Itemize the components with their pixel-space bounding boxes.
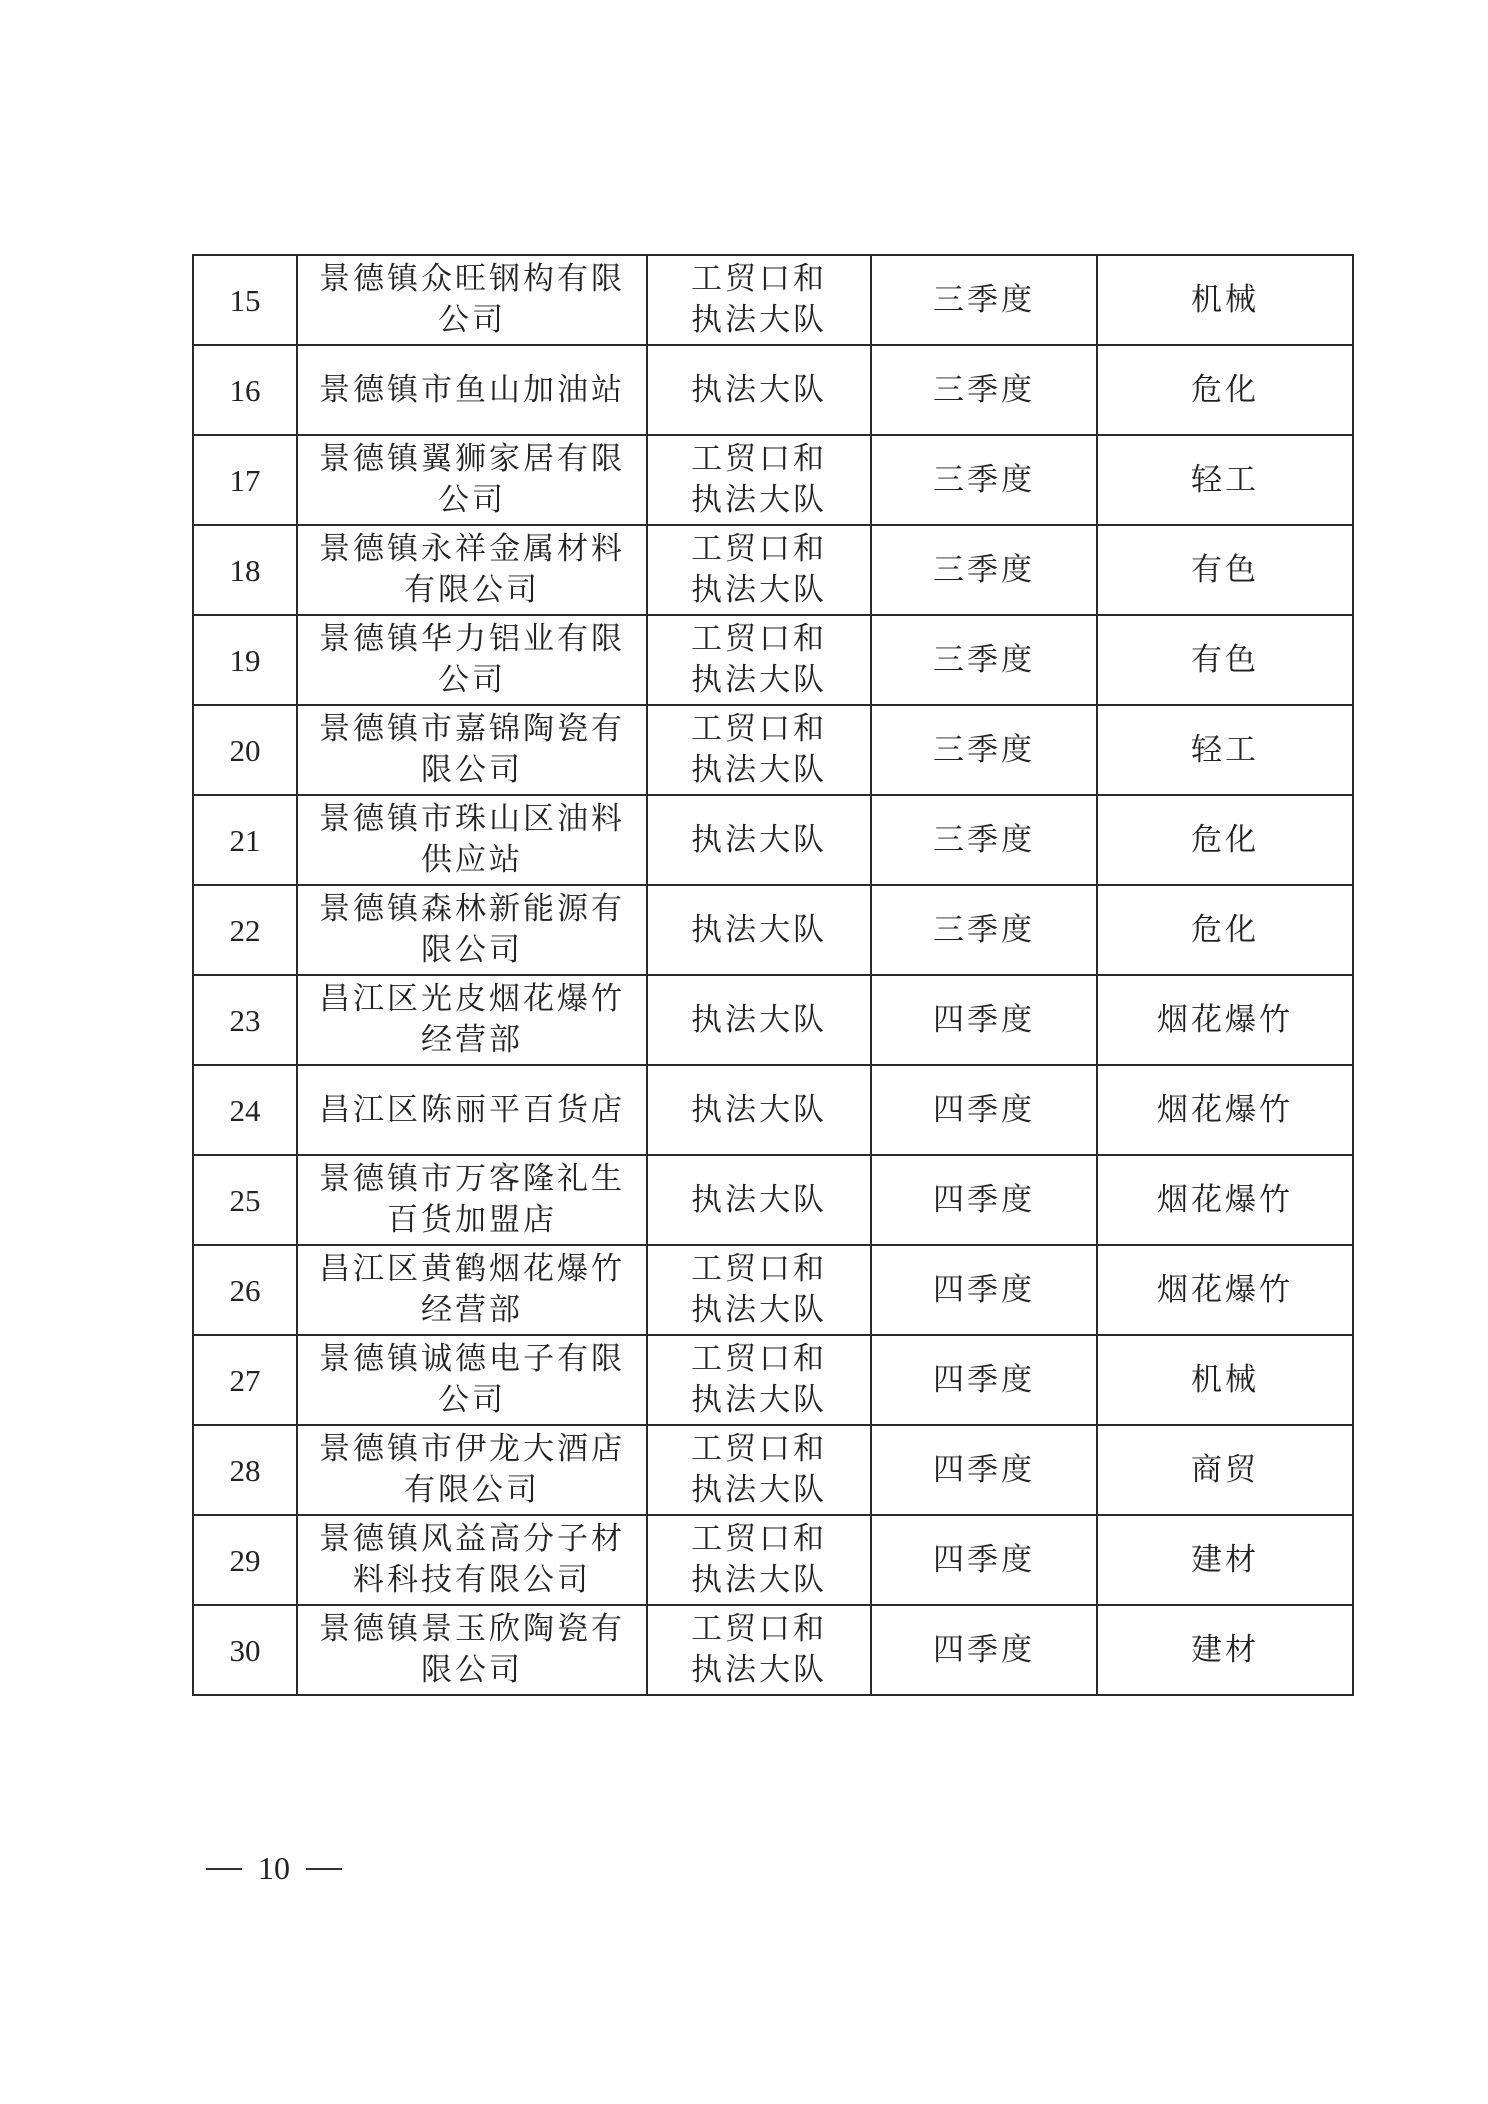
table-row: [193, 1335, 1353, 1425]
row-number: 23: [193, 975, 297, 1065]
responsible-unit-line: 执法大队: [691, 1181, 827, 1218]
responsible-unit-line: 执法大队: [691, 1382, 827, 1418]
industry-type: 轻工: [1097, 705, 1353, 795]
industry-type: 轻工: [1097, 435, 1353, 525]
company-name: [297, 615, 647, 705]
company-name-line: 景德镇诚德电子有限: [319, 1341, 625, 1377]
table-row: [193, 255, 1353, 345]
company-name: [297, 525, 647, 615]
responsible-unit-line: 执法大队: [691, 1562, 827, 1598]
responsible-unit-line: 执法大队: [691, 482, 827, 518]
company-name: [297, 1245, 647, 1335]
table-row: [193, 1605, 1353, 1695]
table-row: [193, 975, 1353, 1065]
row-number: 22: [193, 885, 297, 975]
row-number: 16: [193, 345, 297, 435]
company-name: [297, 1335, 647, 1425]
responsible-unit-line: 执法大队: [691, 911, 827, 948]
company-name: [297, 795, 647, 885]
responsible-unit: [647, 525, 871, 615]
company-name-line: 经营部: [421, 1022, 523, 1058]
company-name-line: 景德镇市伊龙大酒店: [319, 1431, 625, 1467]
company-name: [297, 1605, 647, 1695]
table-row: [193, 1245, 1353, 1335]
industry-type: 危化: [1097, 795, 1353, 885]
responsible-unit: [647, 1065, 871, 1155]
responsible-unit-line: 工贸口和: [691, 1611, 827, 1647]
company-name-line: 景德镇市珠山区油料: [319, 801, 625, 837]
company-name-line: 限公司: [421, 1652, 523, 1688]
responsible-unit: [647, 1425, 871, 1515]
inspection-quarter: 三季度: [871, 885, 1097, 975]
responsible-unit-line: 工贸口和: [691, 441, 827, 477]
company-name: [297, 1155, 647, 1245]
company-name-line: 景德镇市嘉锦陶瓷有: [319, 711, 625, 747]
responsible-unit-line: 工贸口和: [691, 1341, 827, 1377]
inspection-quarter: 三季度: [871, 615, 1097, 705]
company-name-line: 料科技有限公司: [353, 1562, 591, 1598]
row-number: 28: [193, 1425, 297, 1515]
company-name: [297, 255, 647, 345]
row-number: 17: [193, 435, 297, 525]
inspection-quarter: 三季度: [871, 525, 1097, 615]
inspection-quarter: 四季度: [871, 1335, 1097, 1425]
inspection-quarter: 四季度: [871, 1245, 1097, 1335]
table-row: [193, 1515, 1353, 1605]
page-footer: [206, 1850, 342, 1887]
industry-type: 烟花爆竹: [1097, 975, 1353, 1065]
left-dash: [206, 1868, 242, 1870]
industry-type: 机械: [1097, 255, 1353, 345]
industry-type: 烟花爆竹: [1097, 1245, 1353, 1335]
row-number: 21: [193, 795, 297, 885]
table-row: [193, 1155, 1353, 1245]
company-name-line: 公司: [438, 482, 506, 518]
inspection-quarter: 三季度: [871, 705, 1097, 795]
row-number: 24: [193, 1065, 297, 1155]
responsible-unit: [647, 705, 871, 795]
company-name-line: 有限公司: [404, 572, 540, 608]
row-number: 29: [193, 1515, 297, 1605]
inspection-quarter: 四季度: [871, 1605, 1097, 1695]
company-name-line: 景德镇华力铝业有限: [319, 621, 625, 657]
table-row: [193, 1065, 1353, 1155]
responsible-unit: [647, 795, 871, 885]
table-row: [193, 615, 1353, 705]
responsible-unit-line: 执法大队: [691, 302, 827, 338]
inspection-quarter: 三季度: [871, 345, 1097, 435]
responsible-unit-line: 执法大队: [691, 821, 827, 858]
company-name: [297, 345, 647, 435]
company-name-line: 景德镇景玉欣陶瓷有: [319, 1611, 625, 1647]
company-name: [297, 885, 647, 975]
company-name-line: 限公司: [421, 752, 523, 788]
industry-type: 危化: [1097, 345, 1353, 435]
table-row: [193, 525, 1353, 615]
inspection-quarter: 四季度: [871, 1155, 1097, 1245]
row-number: 27: [193, 1335, 297, 1425]
inspection-quarter: 四季度: [871, 1515, 1097, 1605]
row-number: 19: [193, 615, 297, 705]
inspection-quarter: 三季度: [871, 435, 1097, 525]
industry-type: 建材: [1097, 1515, 1353, 1605]
page-number: 10: [258, 1850, 290, 1886]
company-name: [297, 435, 647, 525]
responsible-unit-line: 执法大队: [691, 572, 827, 608]
row-number: 18: [193, 525, 297, 615]
responsible-unit: [647, 1155, 871, 1245]
company-name-line: 供应站: [421, 842, 523, 878]
company-name-line: 昌江区陈丽平百货店: [319, 1091, 625, 1128]
row-number: 26: [193, 1245, 297, 1335]
responsible-unit-line: 工贸口和: [691, 621, 827, 657]
responsible-unit-line: 执法大队: [691, 1292, 827, 1328]
table-row: [193, 705, 1353, 795]
company-name-line: 景德镇风益高分子材: [319, 1521, 625, 1557]
responsible-unit-line: 工贸口和: [691, 711, 827, 747]
inspection-table: [192, 254, 1354, 1696]
industry-type: 建材: [1097, 1605, 1353, 1695]
responsible-unit: [647, 1605, 871, 1695]
company-name: [297, 1515, 647, 1605]
responsible-unit: [647, 255, 871, 345]
inspection-quarter: 三季度: [871, 255, 1097, 345]
company-name-line: 公司: [438, 662, 506, 698]
company-name: [297, 705, 647, 795]
responsible-unit: [647, 1335, 871, 1425]
responsible-unit: [647, 615, 871, 705]
responsible-unit: [647, 975, 871, 1065]
industry-type: 烟花爆竹: [1097, 1155, 1353, 1245]
company-name-line: 景德镇森林新能源有: [319, 891, 625, 927]
company-name: [297, 1065, 647, 1155]
responsible-unit: [647, 435, 871, 525]
company-name-line: 有限公司: [404, 1472, 540, 1508]
table-row: [193, 795, 1353, 885]
company-name-line: 公司: [438, 1382, 506, 1418]
table-row: [193, 435, 1353, 525]
industry-type: 危化: [1097, 885, 1353, 975]
row-number: 15: [193, 255, 297, 345]
company-name-line: 景德镇市鱼山加油站: [319, 371, 625, 408]
industry-type: 有色: [1097, 615, 1353, 705]
company-name-line: 景德镇永祥金属材料: [319, 531, 625, 567]
table-row: [193, 345, 1353, 435]
company-name-line: 经营部: [421, 1292, 523, 1328]
responsible-unit-line: 工贸口和: [691, 1431, 827, 1467]
industry-type: 有色: [1097, 525, 1353, 615]
inspection-quarter: 三季度: [871, 795, 1097, 885]
responsible-unit-line: 执法大队: [691, 662, 827, 698]
responsible-unit-line: 工贸口和: [691, 531, 827, 567]
responsible-unit-line: 工贸口和: [691, 261, 827, 297]
inspection-quarter: 四季度: [871, 975, 1097, 1065]
industry-type: 机械: [1097, 1335, 1353, 1425]
inspection-quarter: 四季度: [871, 1425, 1097, 1515]
table-body: [193, 255, 1353, 1695]
responsible-unit: [647, 885, 871, 975]
responsible-unit-line: 工贸口和: [691, 1251, 827, 1287]
company-name-line: 昌江区黄鹤烟花爆竹: [319, 1251, 625, 1287]
row-number: 30: [193, 1605, 297, 1695]
company-name-line: 百货加盟店: [387, 1202, 557, 1238]
responsible-unit-line: 执法大队: [691, 1472, 827, 1508]
company-name-line: 景德镇市万客隆礼生: [319, 1161, 625, 1197]
industry-type: 烟花爆竹: [1097, 1065, 1353, 1155]
table-row: [193, 1425, 1353, 1515]
right-dash: [306, 1868, 342, 1870]
company-name-line: 限公司: [421, 932, 523, 968]
responsible-unit: [647, 345, 871, 435]
table-row: [193, 885, 1353, 975]
company-name-line: 景德镇众旺钢构有限: [319, 261, 625, 297]
company-name-line: 昌江区光皮烟花爆竹: [319, 981, 625, 1017]
inspection-quarter: 四季度: [871, 1065, 1097, 1155]
row-number: 25: [193, 1155, 297, 1245]
responsible-unit: [647, 1245, 871, 1335]
industry-type: 商贸: [1097, 1425, 1353, 1515]
company-name: [297, 1425, 647, 1515]
company-name: [297, 975, 647, 1065]
responsible-unit-line: 执法大队: [691, 752, 827, 788]
responsible-unit-line: 执法大队: [691, 371, 827, 408]
row-number: 20: [193, 705, 297, 795]
responsible-unit-line: 工贸口和: [691, 1521, 827, 1557]
responsible-unit-line: 执法大队: [691, 1001, 827, 1038]
responsible-unit-line: 执法大队: [691, 1652, 827, 1688]
company-name-line: 公司: [438, 302, 506, 338]
responsible-unit: [647, 1515, 871, 1605]
responsible-unit-line: 执法大队: [691, 1091, 827, 1128]
company-name-line: 景德镇翼狮家居有限: [319, 441, 625, 477]
